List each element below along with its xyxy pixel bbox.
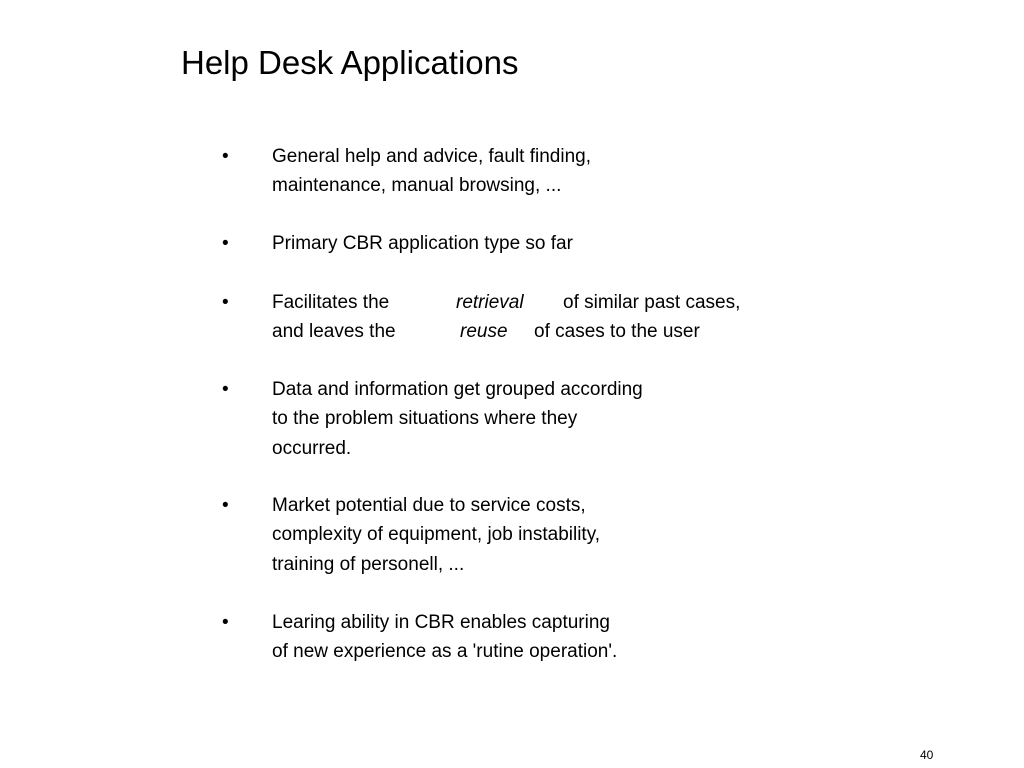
bullet-text-4 [272, 375, 842, 463]
emphasized-term-retrieval: retrieval [456, 292, 524, 313]
bullet-line: complexity of equipment, job instability, [272, 524, 601, 546]
bullet-line: of new experience as a 'rutine operation'. [272, 641, 618, 663]
bullet-text-6 [272, 608, 842, 667]
emphasized-term-reuse: reuse [460, 321, 508, 343]
bullet-marker: • [222, 146, 229, 167]
bullet-line: General help and advice, fault finding, [272, 146, 591, 167]
bullet-text-segment: and leaves the [272, 321, 396, 343]
bullet-marker: • [222, 233, 229, 254]
bullet-item-5 [222, 491, 842, 579]
bullet-line: Data and information get grouped according [272, 379, 643, 400]
bullet-line: Market potential due to service costs, [272, 495, 586, 516]
bullet-item-2 [222, 229, 842, 258]
bullet-marker: • [222, 379, 229, 400]
bullet-text-2 [272, 229, 842, 258]
bullet-item-3 [222, 288, 842, 347]
bullet-line [272, 317, 842, 346]
bullet-text-segment: of cases to the user [534, 321, 700, 343]
bullet-line: training of personell, ... [272, 553, 465, 575]
bullet-item-1 [222, 142, 842, 201]
bullet-item-6 [222, 608, 842, 667]
bullet-line: maintenance, manual browsing, ... [272, 175, 562, 197]
bullet-line: to the problem situations where they [272, 408, 578, 430]
bullet-line: Learing ability in CBR enables capturing [272, 612, 610, 633]
bullet-line [272, 288, 842, 317]
bullet-text-segment: Facilitates the [272, 292, 390, 313]
bullet-line: Primary CBR application type so far [272, 233, 573, 254]
bullet-text-3 [272, 288, 842, 347]
page-number: 40 [920, 748, 934, 762]
bullet-line: occurred. [272, 437, 352, 459]
slide-title: Help Desk Applications [181, 44, 519, 81]
bullet-text-5 [272, 491, 842, 579]
bullet-marker: • [222, 495, 229, 516]
bullet-text-segment: of similar past cases, [563, 292, 741, 313]
bullet-item-4 [222, 375, 842, 463]
bullet-marker: • [222, 292, 229, 313]
bullet-text-1 [272, 142, 842, 201]
bullet-marker: • [222, 612, 229, 633]
